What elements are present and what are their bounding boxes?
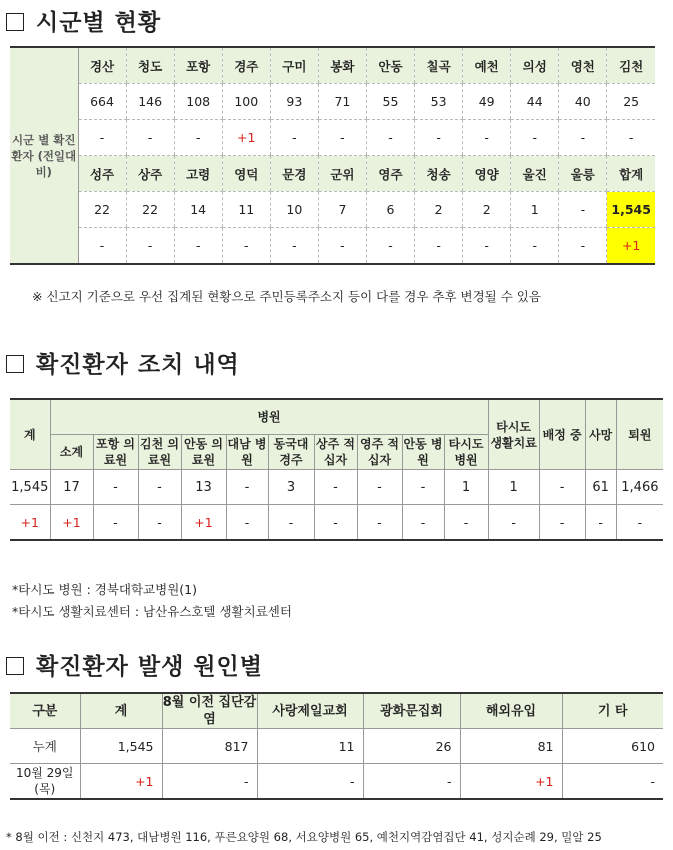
patient-measures-table: [10, 398, 663, 541]
city-delta: -: [270, 120, 318, 156]
measure-total: 13: [181, 470, 226, 505]
hospital-subheader: 안동 의료원: [181, 435, 226, 470]
city-name: 고령: [174, 156, 222, 192]
city-delta: -: [415, 120, 463, 156]
measure-delta: -: [314, 505, 357, 541]
city-delta: -: [366, 228, 414, 265]
city-name: 경주: [222, 47, 270, 84]
cause-header: 기 타: [562, 693, 663, 729]
city-total: 2: [463, 192, 511, 228]
city-delta: -: [318, 228, 366, 265]
city-name: 합계: [607, 156, 655, 192]
section-title-text: 확진환자 발생 원인별: [36, 654, 263, 680]
measure-delta: +1: [181, 505, 226, 541]
city-total: 49: [463, 84, 511, 120]
checkbox-square-icon: [6, 355, 24, 373]
measure-total: 17: [50, 470, 93, 505]
table-row: [10, 156, 655, 192]
city-name: 영주: [366, 156, 414, 192]
header-total: 계: [10, 399, 50, 470]
city-name: 울진: [511, 156, 559, 192]
city-delta: -: [126, 228, 174, 265]
city-total: 40: [559, 84, 607, 120]
city-name: 포항: [174, 47, 222, 84]
city-name: 안동: [366, 47, 414, 84]
city-name: 영덕: [222, 156, 270, 192]
table-row: [10, 120, 655, 156]
city-total: 2: [415, 192, 463, 228]
city-total: -: [559, 192, 607, 228]
city-total: 93: [270, 84, 318, 120]
city-total: 53: [415, 84, 463, 120]
city-total: 55: [366, 84, 414, 120]
checkbox-square-icon: [6, 13, 24, 31]
row-label-date: 10월 29일 (목): [10, 764, 80, 800]
cause-header: 계: [80, 693, 162, 729]
city-name: 군위: [318, 156, 366, 192]
cause-delta: -: [257, 764, 363, 800]
city-total: 14: [174, 192, 222, 228]
city-name: 울릉: [559, 156, 607, 192]
city-total: 100: [222, 84, 270, 120]
cause-delta: -: [162, 764, 257, 800]
cause-header: 8월 이전 집단감염: [162, 695, 257, 727]
measure-delta: -: [357, 505, 402, 541]
cause-cumulative: 610: [562, 729, 663, 764]
cause-header: 광화문집회: [363, 693, 460, 729]
header-death: 사망: [585, 399, 616, 470]
city-name: 영천: [559, 47, 607, 84]
hospital-subheader: 포항 의료원: [93, 435, 138, 470]
section-title-measures: [6, 346, 240, 379]
city-total: 108: [174, 84, 222, 120]
city-name: 성주: [78, 156, 126, 192]
hospital-subheader: 안동 병원: [402, 435, 444, 470]
city-footnote: ※ 신고지 기준으로 우선 집계된 현황으로 주민등록주소지 등이 다를 경우 추후 변경될 수 있음: [32, 289, 541, 304]
measure-total: 61: [585, 470, 616, 505]
city-total: 11: [222, 192, 270, 228]
city-delta: -: [511, 120, 559, 156]
city-total: 22: [126, 192, 174, 228]
city-delta: -: [559, 120, 607, 156]
city-delta: +1: [222, 120, 270, 156]
city-name: 김천: [607, 47, 655, 84]
measure-delta: -: [402, 505, 444, 541]
cause-cumulative: 1,545: [80, 729, 162, 764]
table-row: [10, 84, 655, 120]
hospital-subheader: 타시도 병원: [444, 435, 488, 470]
table-row: [10, 47, 655, 84]
cause-cumulative: 81: [460, 729, 562, 764]
measure-delta: -: [488, 505, 539, 541]
city-total: 1,545: [607, 192, 655, 228]
hospital-subheader: 소계: [50, 435, 93, 470]
measure-total: 1,545: [10, 470, 50, 505]
cause-delta: +1: [460, 764, 562, 800]
city-delta: -: [511, 228, 559, 265]
city-total: 664: [78, 84, 126, 120]
city-delta: -: [607, 120, 655, 156]
city-delta: -: [78, 228, 126, 265]
city-status-table: [10, 46, 655, 265]
city-delta: -: [174, 228, 222, 265]
section-title-city: [6, 4, 161, 37]
measure-total: -: [539, 470, 585, 505]
measure-delta: -: [93, 505, 138, 541]
care-center-footnote: *타시도 생활치료센터 : 남산유스호텔 생활치료센터: [12, 604, 292, 619]
section-title-text: 확진환자 조치 내역: [36, 352, 240, 378]
city-name: 의성: [511, 47, 559, 84]
city-delta: -: [174, 120, 222, 156]
city-total: 7: [318, 192, 366, 228]
city-delta: -: [222, 228, 270, 265]
measure-total: -: [402, 470, 444, 505]
city-total: 10: [270, 192, 318, 228]
header-hospital: 병원: [50, 399, 488, 435]
measure-delta: +1: [10, 505, 50, 541]
city-delta: -: [463, 120, 511, 156]
city-name: 영양: [463, 156, 511, 192]
hospital-subheader: 김천 의료원: [138, 435, 181, 470]
measure-delta: +1: [50, 505, 93, 541]
city-total: 1: [511, 192, 559, 228]
measure-total: 1: [444, 470, 488, 505]
measure-total: 1,466: [616, 470, 663, 505]
cause-cumulative: 26: [363, 729, 460, 764]
city-total: 25: [607, 84, 655, 120]
cause-footnote: * 8월 이전 : 신천지 473, 대남병원 116, 푸른요양원 68, 서요양병원 65, 예천지역감염집단 41, 성지순례 29, 밀알 25: [6, 830, 602, 844]
city-name: 구미: [270, 47, 318, 84]
city-name: 예천: [463, 47, 511, 84]
measure-total: -: [93, 470, 138, 505]
city-delta: -: [270, 228, 318, 265]
city-total: 71: [318, 84, 366, 120]
cause-header: 해외유입: [460, 693, 562, 729]
hospital-subheader: 영주 적십자: [357, 435, 402, 470]
measure-total: 1: [488, 470, 539, 505]
header-assigning: 배정 중: [539, 399, 585, 470]
measure-delta: -: [539, 505, 585, 541]
section-title-causes: [6, 648, 263, 681]
table-row: [10, 228, 655, 265]
city-name: 청도: [126, 47, 174, 84]
city-total: 146: [126, 84, 174, 120]
row-label: 누계: [10, 729, 80, 764]
city-delta: -: [126, 120, 174, 156]
header-discharge: 퇴원: [616, 399, 663, 470]
measure-total: -: [226, 470, 268, 505]
city-delta: -: [559, 228, 607, 265]
measure-delta: -: [616, 505, 663, 541]
hospital-subheader: 대남 병원: [226, 435, 268, 470]
cause-delta: +1: [80, 764, 162, 800]
city-name: 칠곡: [415, 47, 463, 84]
cause-cumulative: 11: [257, 729, 363, 764]
city-total: 44: [511, 84, 559, 120]
city-name: 경산: [78, 47, 126, 84]
city-name: 문경: [270, 156, 318, 192]
measure-total: -: [357, 470, 402, 505]
checkbox-square-icon: [6, 657, 24, 675]
cause-delta: -: [363, 764, 460, 800]
cause-header: 구분: [10, 693, 80, 729]
row-label: 시군 별 확진환자 (전일대비): [10, 47, 78, 264]
measure-delta: -: [226, 505, 268, 541]
hospital-footnote: *타시도 병원 : 경북대학교병원(1): [12, 582, 197, 597]
cause-cumulative: 817: [162, 729, 257, 764]
city-delta: -: [463, 228, 511, 265]
cause-delta: -: [562, 764, 663, 800]
cause-header: 사랑제일교회: [257, 693, 363, 729]
measure-total: 3: [268, 470, 314, 505]
infection-cause-table: [10, 692, 663, 800]
city-delta: -: [318, 120, 366, 156]
header-other-city-care: 타시도 생활치료: [488, 399, 539, 470]
city-total: 6: [366, 192, 414, 228]
city-delta: -: [415, 228, 463, 265]
city-delta: +1: [607, 228, 655, 265]
hospital-subheader: 상주 적십자: [314, 435, 357, 470]
hospital-subheader: 동국대 경주: [268, 435, 314, 470]
measure-total: -: [314, 470, 357, 505]
city-name: 상주: [126, 156, 174, 192]
measure-total: -: [138, 470, 181, 505]
city-name: 봉화: [318, 47, 366, 84]
city-delta: -: [78, 120, 126, 156]
measure-delta: -: [444, 505, 488, 541]
measure-delta: -: [585, 505, 616, 541]
measure-delta: -: [138, 505, 181, 541]
city-total: 22: [78, 192, 126, 228]
city-name: 청송: [415, 156, 463, 192]
table-row: [10, 192, 655, 228]
city-delta: -: [366, 120, 414, 156]
measure-delta: -: [268, 505, 314, 541]
section-title-text: 시군별 현황: [36, 10, 162, 36]
